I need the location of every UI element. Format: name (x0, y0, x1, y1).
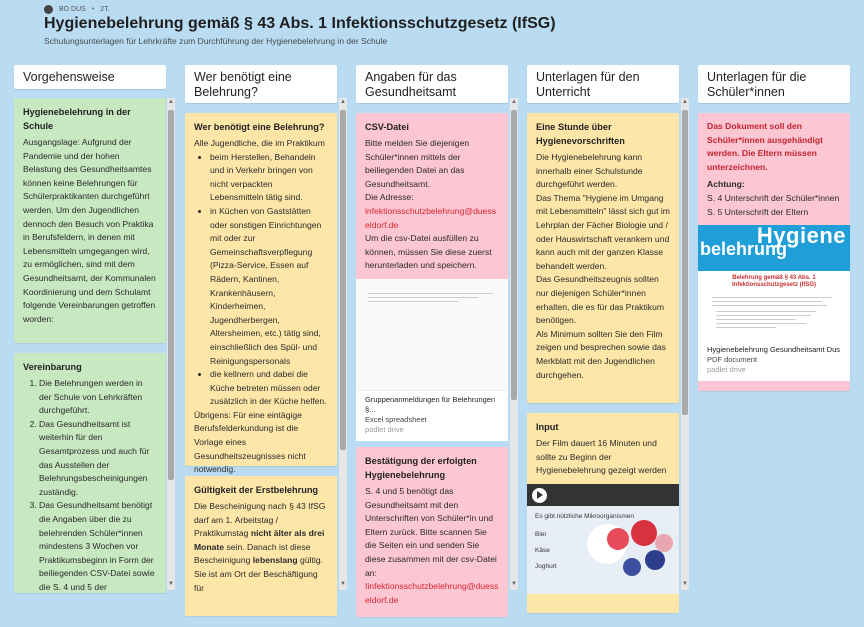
column-title[interactable]: Unterlagen für die Schüler*innen (698, 65, 850, 103)
card-hygienebelehrung[interactable] (14, 98, 166, 343)
scroll-down-icon[interactable]: ▼ (340, 581, 346, 587)
note-label: Achtung: (707, 179, 745, 190)
column-title[interactable]: Vorgehensweise (14, 65, 166, 89)
video-label: Bier (535, 530, 547, 538)
column-title[interactable]: Unterlagen für den Unterricht (527, 65, 679, 103)
card-body-2: Um die csv-Datei ausfüllen zu können, müssen Sie diese zuerst herunterladen und speichern. (365, 233, 492, 271)
attachment-type: Excel spreadsheet (365, 414, 427, 424)
address-label: Die Adresse: (365, 192, 414, 203)
card-body: Ausgangslage: Aufgrund der Pandemie und der hohen Belastung des Gesundheitsamtes können keine Belehrungen für Schülerpraktikanten durchgeführt werden. Um den Jugendlichen dennoch den Besuch von Praktika in Berufsfeldern, in denen mit Lebensmitteln umgegangen wird, zu ermöglichen, sind mit dem Gesundheitsamt, der Kommunalen Koordinierung und dem Schulamt folgende Vereinbarungen getroffen worden: (23, 137, 156, 324)
column-unterricht (527, 65, 679, 570)
list-item: • die kellnern und dabei die Küche betreten müssen oder zusätzlich in der Küche helfen. (210, 368, 328, 409)
author-avatar[interactable] (44, 5, 53, 14)
list-item: • beim Herstellen, Behandeln und in Verkehr bringen von nicht verpackten Lebensmitteln tätig sind. (210, 151, 328, 205)
paragraph: Das Gesundheitszeugnis sollten nur diejenigen Schüler*innen erhalten, die es für das Praktikum benötigen. (536, 274, 665, 326)
attachment-pdf[interactable] (698, 225, 850, 381)
card-vereinbarung[interactable] (14, 353, 166, 593)
card-schueler-dokument[interactable] (698, 113, 850, 391)
card-body: Der Film dauert 16 Minuten und sollte zu Beginn der Hygienebelehrung gezeigt werden (536, 438, 667, 476)
email-link[interactable]: Iinfektionsschutzbelehrung@duesseldorf.de (365, 581, 499, 605)
column-scrollbar[interactable] (167, 98, 175, 590)
scroll-thumb[interactable] (340, 110, 346, 450)
card-body: Die Bescheinigung nach § 43 IfSG darf am 1. Arbeitstag / Praktikumstag nicht älter als drei Monate sein. Danach ist diese Bescheinigung lebenslang gültig. Sie ist am Ort der Beschäftigung für (194, 501, 326, 593)
paragraph: Als Minimum sollten Sie den Film zeigen und besprechen sowie das Merkblatt mit den Jugendlichen durchgehen. (536, 328, 666, 380)
card-outro: Übrigens: Für eine eintägige Berufsfelderkundung ist die Vorlage eines Gesundheitszeugnisses nicht notwendig. (194, 409, 306, 475)
scroll-down-icon[interactable]: ▼ (168, 581, 174, 587)
author-name[interactable]: BO DUS (59, 6, 86, 13)
card-gueltigkeit[interactable] (185, 476, 337, 616)
attachment-title: Hygienebelehrung Gesundheitsamt Dus (707, 345, 840, 355)
separator-dot: • (91, 6, 95, 13)
pdf-page (698, 271, 850, 341)
page-subtitle: Schulungsunterlagen für Lehrkräfte zum Durchführung der Hygienebelehrung in der Schule (44, 36, 388, 46)
card-bestaetigung[interactable] (356, 447, 508, 617)
card-title: Bestätigung der erfolgten Hygienebelehrung (365, 456, 477, 480)
card-wer-benoetigt[interactable] (185, 113, 337, 475)
scroll-thumb[interactable] (511, 110, 517, 400)
column-scrollbar[interactable] (510, 98, 518, 590)
scroll-up-icon[interactable]: ▲ (682, 99, 688, 105)
attachment-source: padlet drive (707, 365, 746, 375)
note-line: S. 4 Unterschrift der Schüler*innen (707, 192, 840, 203)
padlet-header (0, 0, 864, 58)
card-title: Vereinbarung (23, 362, 82, 372)
video-caption: Es gibt nützliche Mikroorganismen (535, 512, 634, 520)
page-title: Hygienebelehrung gemäß § 43 Abs. 1 Infektionsschutzgesetz (IfSG) (44, 15, 556, 32)
list-item: 1. Die Belehrungen werden in der Schule von Lehrkräften durchgeführt. (39, 377, 157, 418)
card-csv-datei[interactable] (356, 113, 508, 437)
attachment-csv[interactable] (356, 279, 508, 441)
column-title[interactable]: Wer benötigt eine Belehrung? (185, 65, 337, 103)
agreement-list (23, 377, 157, 595)
scroll-up-icon[interactable]: ▲ (168, 99, 174, 105)
pdf-heading: Belehrung gemäß § 43 Abs. 1 Infektionsschutzgesetz (IfSG) (731, 275, 816, 289)
card-input[interactable] (527, 413, 679, 613)
column-vorgehensweise (14, 65, 166, 592)
video-bar (527, 484, 679, 506)
column-title[interactable]: Angaben für das Gesundheitsamt (356, 65, 508, 103)
scroll-thumb[interactable] (682, 110, 688, 415)
attachment-source: padlet drive (365, 424, 404, 434)
card-body: S. 4 und 5 benötigt das Gesundheitsamt mit den Unterschriften von Schüler*in und Eltern zurück. Bitte scannen Sie die Seiten ein und senden Sie diese zusammen mit der csv-Datei an: (365, 486, 497, 578)
scroll-down-icon[interactable]: ▼ (511, 581, 517, 587)
pdf-banner (698, 225, 850, 271)
card-title: Input (536, 422, 559, 432)
attachment-title: Gruppenanmeldungen für Belehrungen §... (365, 394, 496, 414)
scroll-up-icon[interactable]: ▲ (511, 99, 517, 105)
card-title: Hygienebelehrung in der Schule (23, 107, 131, 131)
pdf-banner-word: Hygiene (756, 223, 846, 249)
note-line: S. 5 Unterschrift der Eltern (707, 206, 809, 217)
column-gesundheitsamt (356, 65, 508, 605)
attachment-type: PDF document (707, 355, 758, 365)
card-title: CSV-Datei (365, 122, 409, 132)
card-eine-stunde[interactable] (527, 113, 679, 403)
scroll-thumb[interactable] (168, 110, 174, 480)
author-row (44, 5, 110, 14)
column-scrollbar[interactable] (339, 98, 347, 590)
spreadsheet-preview[interactable] (356, 279, 508, 391)
card-title: Gültigkeit der Erstbelehrung (194, 485, 319, 495)
column-schueler (698, 65, 850, 375)
column-wer-benoetigt (185, 65, 337, 593)
video-label: Joghurt (535, 562, 557, 570)
card-intro: Alle Jugendliche, die im Praktikum (194, 138, 325, 148)
pdf-preview[interactable] (698, 225, 850, 341)
card-title: Eine Stunde über Hygienevorschriften (536, 122, 625, 146)
card-body: Das Dokument soll den Schüler*innen ausgehändigt werden. Die Eltern müssen unterzeichnen. (707, 121, 824, 172)
paragraph: Das Thema "Hygiene im Umgang mit Lebensmitteln" lässt sich gut im Lehrplan der Fächer Biologie und / oder Hauswirtschaft verankern und kann auch mit der ganzen Klasse behandelt werden. (536, 192, 670, 271)
card-body: Bitte melden Sie diejenigen Schüler*innen mittels der beiliegenden Datei an das Gesundheitsamt. (365, 138, 470, 189)
requirement-list (194, 151, 328, 409)
email-link[interactable]: infektionsschutzbelehrung@duesseldorf.de (365, 205, 497, 230)
video-thumbnail[interactable] (527, 484, 679, 594)
list-item: • in Küchen von Gaststätten oder sonstigen Einrichtungen mit oder zur Gemeinschaftsverpflegung (Pizza-Service, Essen auf Rädern, Kantinen, Krankenhäusern, Kinderheimen, Jugendherbergen, Altersheimen, etc.) tätig sind, einschließlich des Spül- und Reinigungspersonals (210, 205, 328, 368)
column-scrollbar[interactable] (681, 98, 689, 590)
scroll-up-icon[interactable]: ▲ (340, 99, 346, 105)
play-icon[interactable] (532, 488, 547, 503)
video-label: Käse (535, 546, 550, 554)
card-title: Wer benötigt eine Belehrung? (194, 122, 325, 132)
list-item: 3. Das Gesundheitsamt benötigt die Angaben über die zu belehrenden Schüler*innen mindestens 3 Wochen vor Praktikumsbeginn in Form der beiliegenden CSV-Datei sowie die S. 4 und 5 der (39, 499, 157, 594)
scroll-down-icon[interactable]: ▼ (682, 581, 688, 587)
post-age: 2T. (100, 6, 110, 13)
paragraph: Die Hygienebelehrung kann innerhalb einer Schulstunde durchgeführt werden. (536, 152, 643, 190)
list-item: 2. Das Gesundheitsamt ist weiterhin für den Gesamtprozess und auch für das Ausstellen der Belehrungsbescheinigungen zuständig. (39, 418, 157, 500)
pdf-banner-word: belehrung (700, 239, 788, 260)
